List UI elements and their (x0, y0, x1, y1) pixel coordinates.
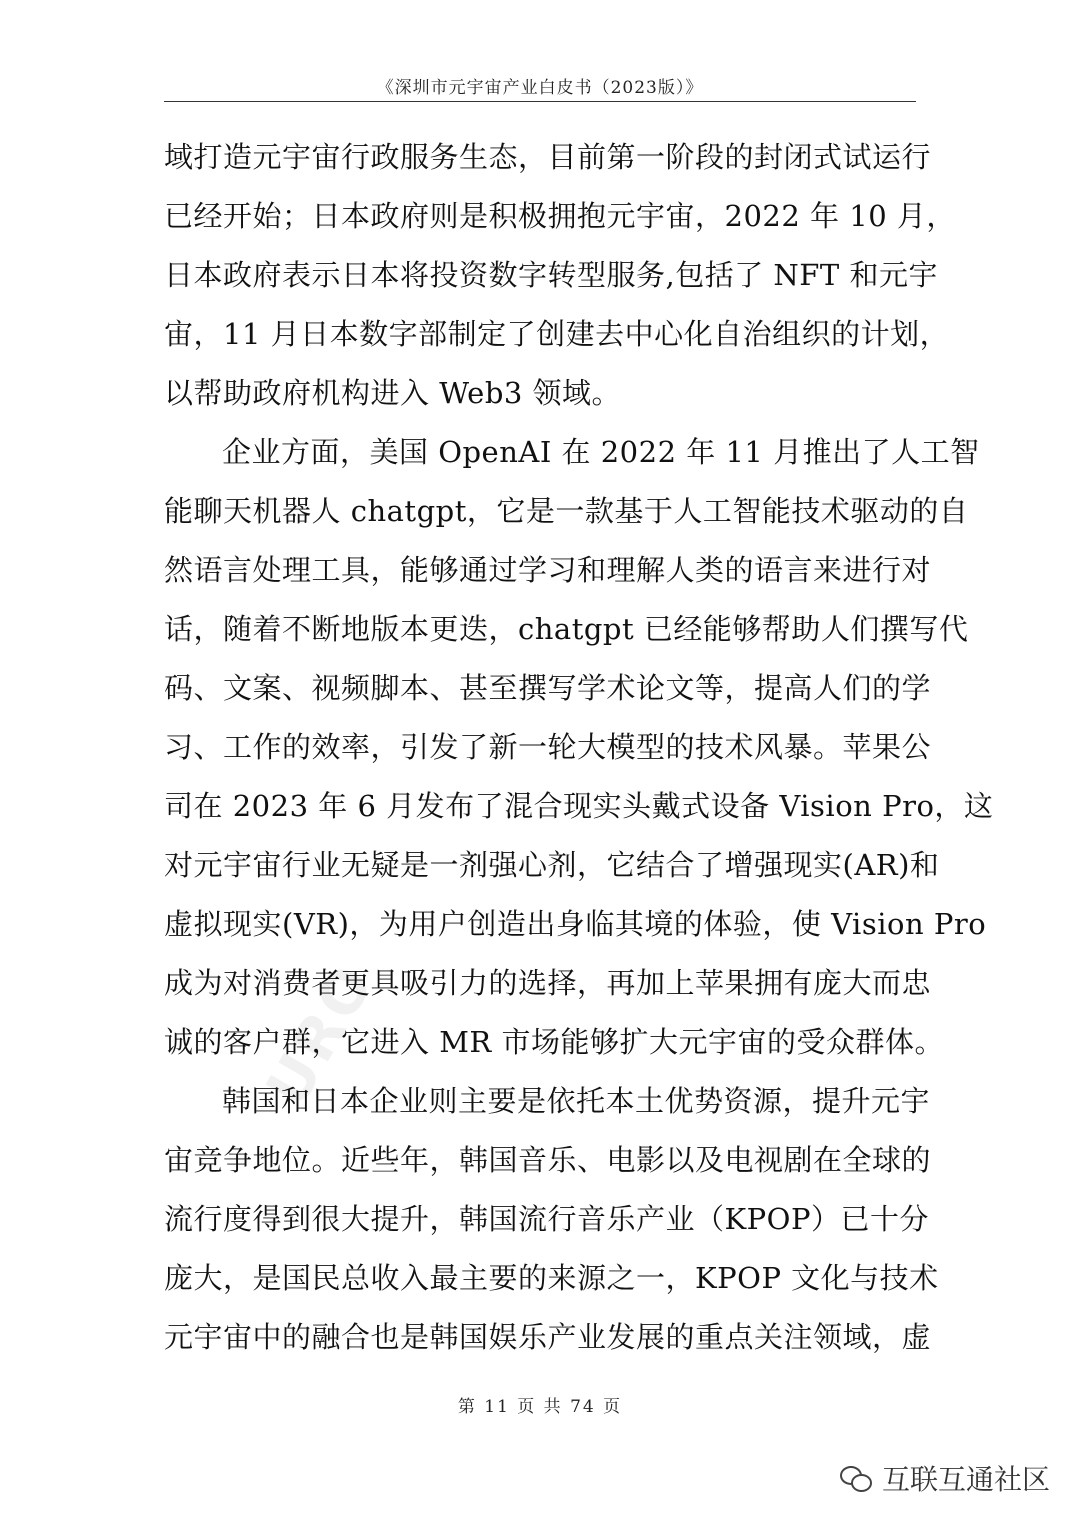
text-line-5: 以帮助政府机构进入 Web3 领域。 (164, 376, 622, 410)
social-account-name: 互联互通社区 (881, 1463, 1050, 1496)
page-number: 第 11 页 共 74 页 (457, 1397, 623, 1417)
social-account-tag[interactable] (840, 1458, 1050, 1498)
text-line-1: 域打造元宇宙行政服务生态，目前第一阶段的封闭式试运行 (164, 140, 932, 174)
body-text (164, 128, 994, 1367)
text-line-17: 韩国和日本企业则主要是依托本土优势资源，提升元宇 (222, 1084, 931, 1118)
header-divider (164, 101, 916, 102)
text-line-19: 流行度得到很大提升，韩国流行音乐产业（KPOP）已十分 (164, 1202, 929, 1236)
text-line-20: 庞大，是国民总收入最主要的来源之一，KPOP 文化与技术 (164, 1261, 939, 1295)
text-line-4: 宙，11 月日本数字部制定了创建去中心化自治组织的计划， (164, 317, 950, 351)
text-line-9: 话，随着不断地版本更迭，chatgpt 已经能够帮助人们撰写代 (164, 612, 969, 646)
text-line-16: 诚的客户群，它进入 MR 市场能够扩大元宇宙的受众群体。 (164, 1025, 944, 1059)
text-line-11: 习、工作的效率，引发了新一轮大模型的技术风暴。苹果公 (164, 730, 932, 764)
watermark: URO (252, 950, 389, 1118)
text-line-13: 对元宇宙行业无疑是一剂强心剂，它结合了增强现实(AR)和 (164, 848, 940, 882)
text-line-12: 司在 2023 年 6 月发布了混合现实头戴式设备 Vision Pro，这 (164, 789, 994, 823)
running-header: 《深圳市元宇宙产业白皮书（2023版）》 (376, 78, 704, 98)
text-line-14: 虚拟现实(VR)，为用户创造出身临其境的体验，使 Vision Pro (164, 907, 987, 941)
text-line-7: 能聊天机器人 chatgpt，它是一款基于人工智能技术驱动的自 (164, 494, 969, 528)
text-line-10: 码、文案、视频脚本、甚至撰写学术论文等，提高人们的学 (164, 671, 932, 705)
text-line-18: 宙竞争地位。近些年，韩国音乐、电影以及电视剧在全球的 (164, 1143, 932, 1177)
text-line-15: 成为对消费者更具吸引力的选择，再加上苹果拥有庞大而忠 (164, 966, 932, 1000)
text-line-2: 已经开始；日本政府则是积极拥抱元宇宙，2022 年 10 月， (164, 199, 956, 233)
text-line-21: 元宇宙中的融合也是韩国娱乐产业发展的重点关注领域，虚 (164, 1320, 932, 1354)
text-line-8: 然语言处理工具，能够通过学习和理解人类的语言来进行对 (164, 553, 932, 587)
wechat-icon (840, 1464, 872, 1492)
text-line-6: 企业方面，美国 OpenAI 在 2022 年 11 月推出了人工智 (222, 435, 980, 469)
text-line-3: 日本政府表示日本将投资数字转型服务,包括了 NFT 和元宇 (164, 258, 938, 292)
